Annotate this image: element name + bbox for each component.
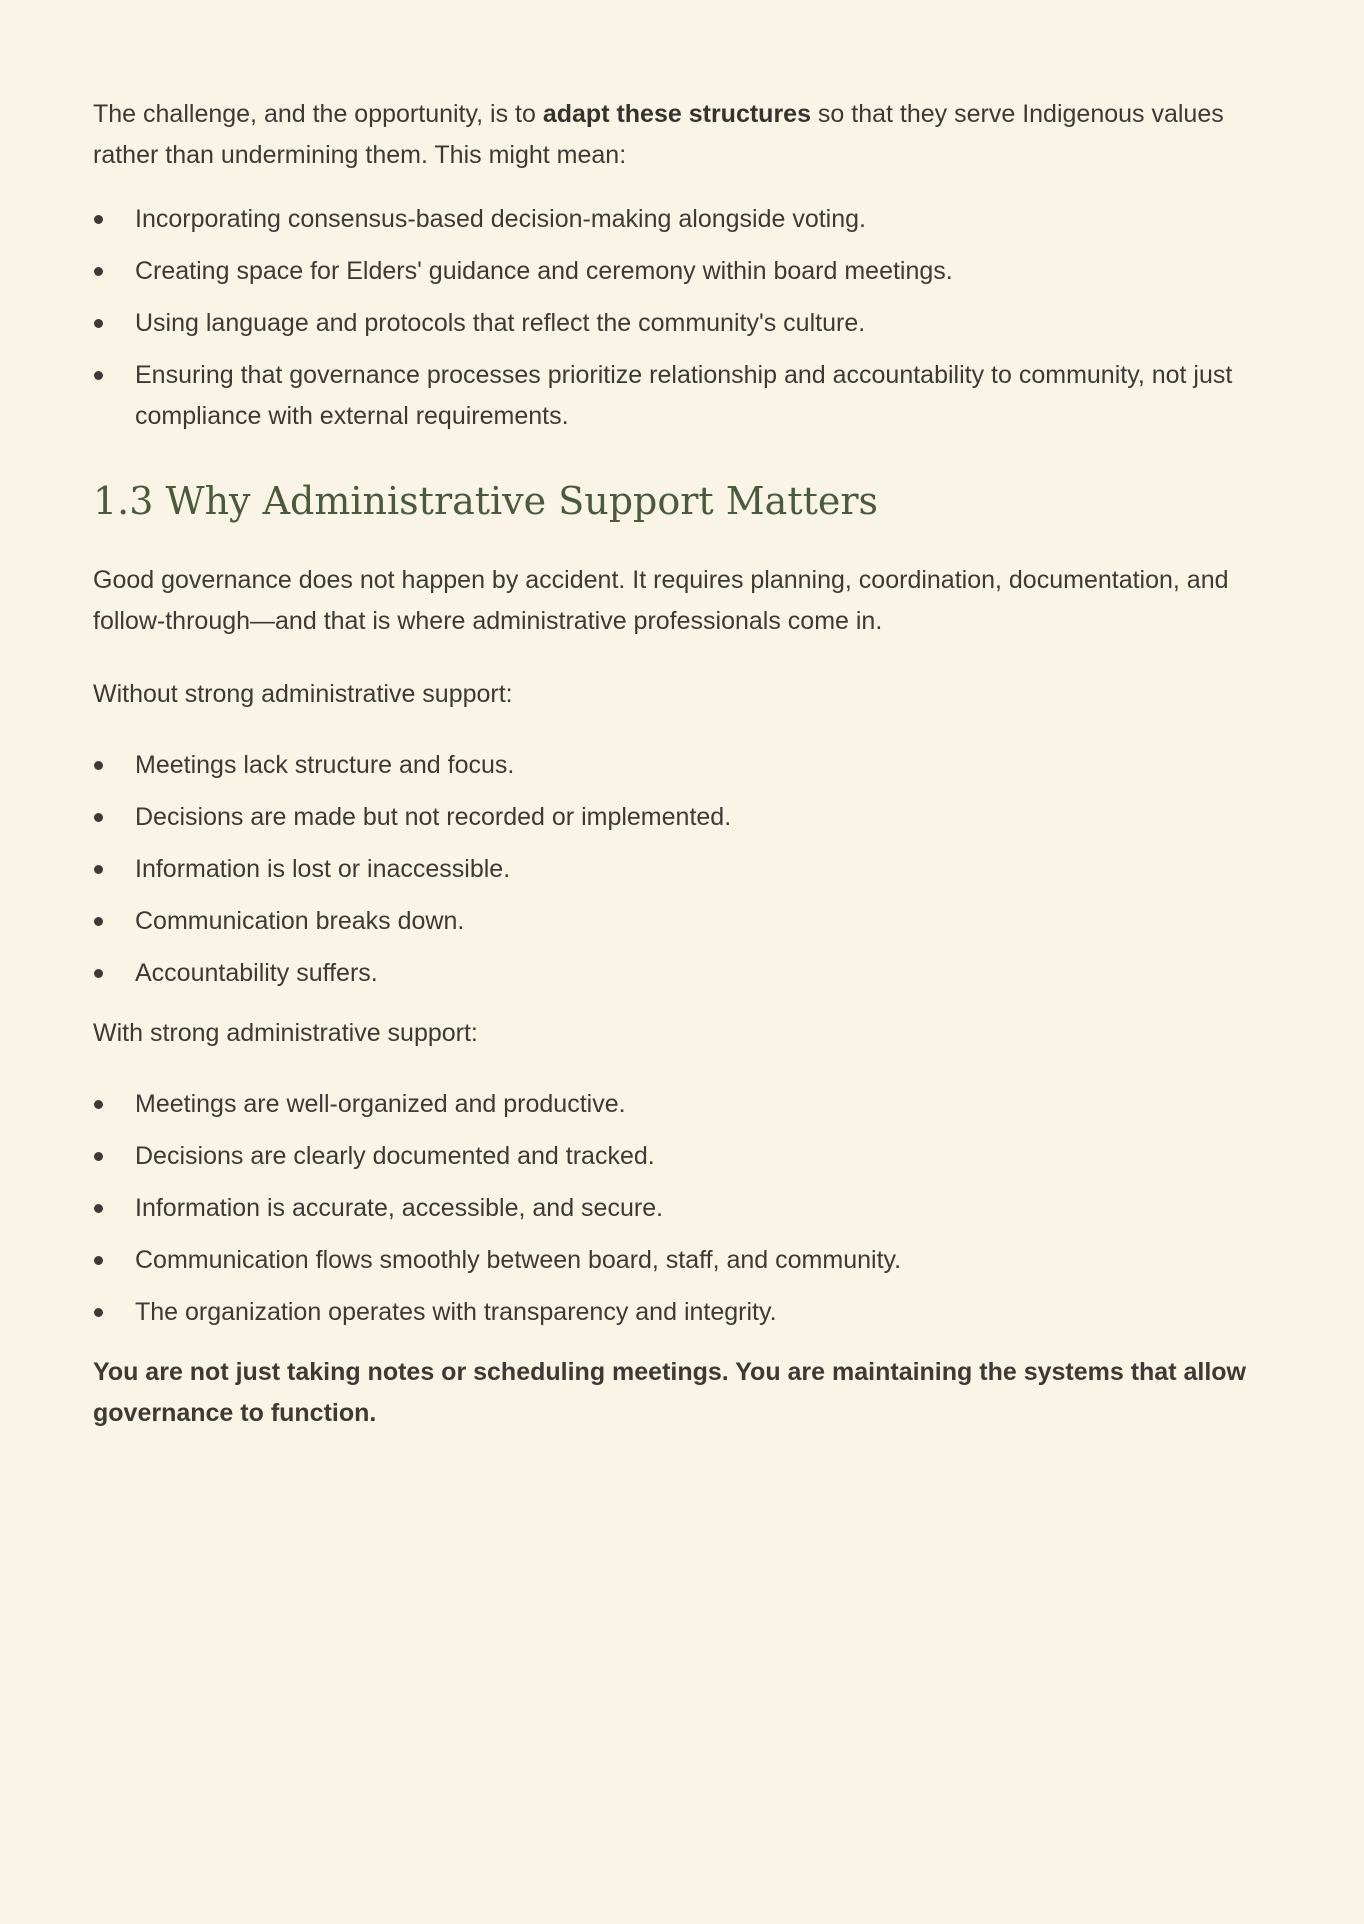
closing-statement: You are not just taking notes or scheduling meetings. You are maintaining the systems that allow governance to function.: [93, 1358, 1246, 1427]
list-item: The organization operates with transparency and integrity.: [93, 1292, 1271, 1333]
bullet-icon: [94, 813, 103, 822]
list-item: Using language and protocols that reflect the community's culture.: [93, 303, 1271, 344]
list-item: Communication flows smoothly between board, staff, and community.: [93, 1240, 1271, 1281]
bullet-icon: [94, 1100, 103, 1109]
list-item: Creating space for Elders' guidance and ceremony within board meetings.: [93, 251, 1271, 292]
list-item: Decisions are made but not recorded or implemented.: [93, 797, 1271, 838]
intro-text-start: The challenge, and the opportunity, is to: [93, 100, 543, 128]
bullet-icon: [94, 865, 103, 874]
list-item: Meetings are well-organized and productive.: [93, 1084, 1271, 1125]
bullet-icon: [94, 761, 103, 770]
list-item: Accountability suffers.: [93, 953, 1271, 994]
bullet-icon: [94, 1204, 103, 1213]
intro-bold-phrase: adapt these structures: [542, 100, 811, 128]
with-support-label: With strong administrative support:: [93, 1019, 478, 1047]
list-item: Decisions are clearly documented and tracked.: [93, 1136, 1271, 1177]
list-item: Meetings lack structure and focus.: [93, 745, 1271, 786]
section-paragraph: Good governance does not happen by accident. It requires planning, coordination, documentation, and follow-through—and that is where administrative professionals come in.: [93, 566, 1229, 635]
list-item: Ensuring that governance processes prioritize relationship and accountability to community, not just compliance with external requirements.: [93, 355, 1271, 437]
bullet-icon: [94, 1152, 103, 1161]
without-support-label: Without strong administrative support:: [93, 680, 513, 708]
bullet-icon: [94, 1256, 103, 1265]
without-support-list: [93, 745, 1271, 994]
bullet-icon: [94, 969, 103, 978]
bullet-icon: [94, 917, 103, 926]
bullet-icon: [94, 267, 103, 276]
section-heading: 1.3 Why Administrative Support Matters: [93, 479, 879, 523]
intro-paragraph: [93, 94, 1271, 176]
list-item: Information is accurate, accessible, and secure.: [93, 1188, 1271, 1229]
bullet-icon: [94, 1308, 103, 1317]
intro-text-end: so that they serve Indigenous values rather than undermining them. This might mean:: [93, 100, 1224, 169]
list-item: Incorporating consensus-based decision-making alongside voting.: [93, 199, 1271, 240]
bullet-icon: [94, 215, 103, 224]
list-item: Information is lost or inaccessible.: [93, 849, 1271, 890]
with-support-list: [93, 1084, 1271, 1333]
bullet-icon: [94, 319, 103, 328]
list-item: Communication breaks down.: [93, 901, 1271, 942]
adapt-list: [93, 199, 1271, 437]
bullet-icon: [94, 371, 103, 380]
